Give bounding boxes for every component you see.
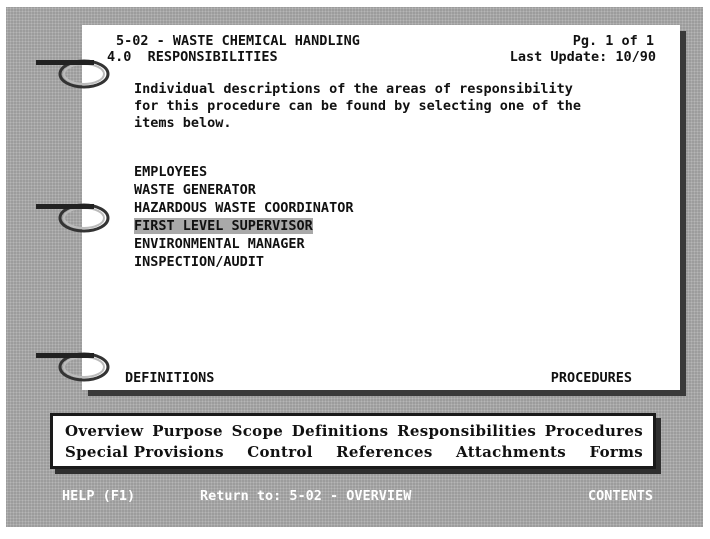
- responsibility-list: [134, 163, 353, 271]
- document-title: 5-02 - WASTE CHEMICAL HANDLING: [116, 33, 360, 49]
- menu-references[interactable]: References: [336, 443, 433, 461]
- menu-forms[interactable]: Forms: [589, 443, 643, 461]
- prev-page-link[interactable]: DEFINITIONS: [125, 370, 215, 386]
- return-link[interactable]: Return to: 5-02 - OVERVIEW: [200, 488, 412, 504]
- section-title: 4.0 RESPONSIBILITIES: [107, 49, 278, 65]
- list-item-environmental-manager[interactable]: ENVIRONMENTAL MANAGER: [134, 236, 305, 252]
- page-indicator: Pg. 1 of 1: [572, 33, 654, 49]
- menu-row: [53, 443, 653, 461]
- help-button[interactable]: HELP (F1): [62, 488, 136, 504]
- menu-special-provisions[interactable]: Special Provisions: [65, 443, 224, 461]
- contents-button[interactable]: CONTENTS: [587, 488, 653, 504]
- list-item-hazardous-waste-coordinator[interactable]: HAZARDOUS WASTE COORDINATOR: [134, 200, 354, 216]
- list-item-waste-generator[interactable]: WASTE GENERATOR: [134, 182, 256, 198]
- list-item-inspection-audit[interactable]: INSPECTION/AUDIT: [134, 254, 265, 270]
- menu-attachments[interactable]: Attachments: [456, 443, 567, 461]
- menu-overview[interactable]: Overview: [65, 422, 144, 440]
- list-item-employees[interactable]: EMPLOYEES: [134, 164, 208, 180]
- document-page: [82, 25, 680, 390]
- intro-line: Individual descriptions of the areas of responsibility: [134, 81, 573, 97]
- binder-ring-icon: [36, 196, 126, 236]
- binder-ring-icon: [36, 345, 126, 385]
- next-page-link[interactable]: PROCEDURES: [550, 370, 632, 386]
- menu-procedures[interactable]: Procedures: [544, 422, 643, 440]
- menu-purpose[interactable]: Purpose: [152, 422, 223, 440]
- binder-ring-icon: [36, 52, 126, 92]
- last-update: Last Update: 10/90: [509, 49, 656, 65]
- intro-text: [134, 81, 634, 132]
- menu-definitions[interactable]: Definitions: [291, 422, 389, 440]
- menu-responsibilities[interactable]: Responsibilities: [397, 422, 537, 440]
- intro-line: for this procedure can be found by selecting one of the: [134, 98, 582, 114]
- section-menu: [50, 413, 656, 469]
- list-item-first-level-supervisor[interactable]: FIRST LEVEL SUPERVISOR: [134, 218, 313, 234]
- menu-scope[interactable]: Scope: [231, 422, 284, 440]
- menu-control[interactable]: Control: [247, 443, 313, 461]
- menu-row: [53, 422, 653, 440]
- intro-line: items below.: [134, 115, 232, 131]
